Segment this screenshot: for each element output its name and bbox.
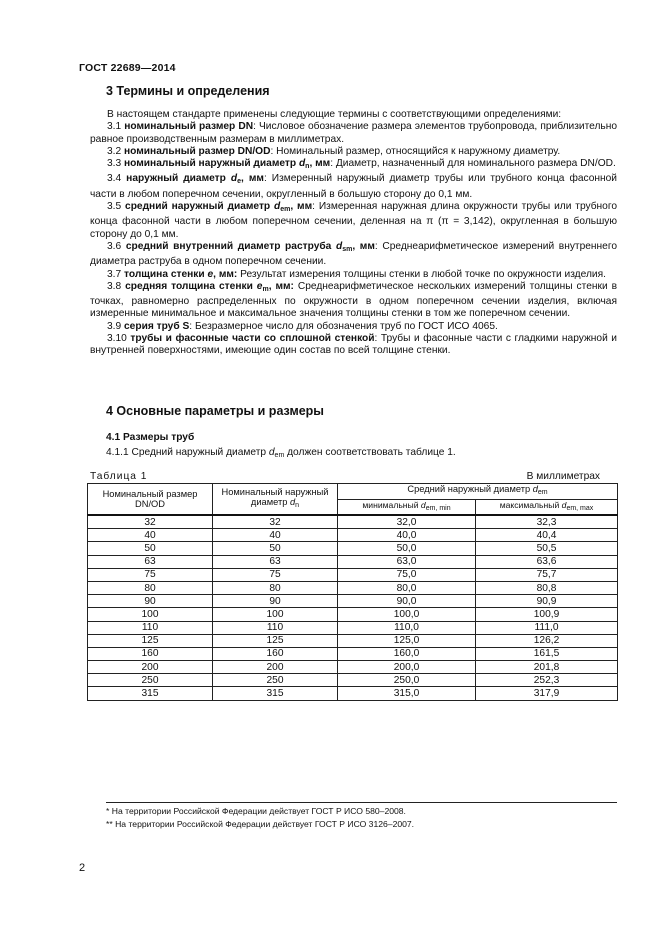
table-cell: 200 xyxy=(213,661,338,674)
table-row xyxy=(88,621,618,634)
table-cell: 100,9 xyxy=(476,608,618,621)
table-cell: 100,0 xyxy=(338,608,476,621)
table-cell: 126,2 xyxy=(476,634,618,647)
table-cell: 80 xyxy=(88,581,213,594)
table-cell: 80,0 xyxy=(338,581,476,594)
table-cell: 75 xyxy=(88,568,213,581)
table-cell: 160,0 xyxy=(338,647,476,660)
page-number: 2 xyxy=(79,862,86,874)
table-units: В миллиметрах xyxy=(526,471,600,482)
table-cell: 250 xyxy=(88,674,213,687)
section-3-body xyxy=(90,109,617,358)
definition-3-1: 3.1 номинальный размер DN: Числовое обозначение размера элементов трубопровода, приблизительно равное производственным размерам в миллиметрах. xyxy=(90,121,617,145)
table-row xyxy=(88,647,618,660)
table-cell: 40,0 xyxy=(338,529,476,542)
table-cell: 201,8 xyxy=(476,661,618,674)
table-cell: 100 xyxy=(213,608,338,621)
footnote-divider xyxy=(106,802,617,803)
table-row xyxy=(88,634,618,647)
table-cell: 32,3 xyxy=(476,515,618,529)
table-cell: 50,0 xyxy=(338,542,476,555)
table-cell: 200 xyxy=(88,661,213,674)
table-cell: 315 xyxy=(213,687,338,700)
table-cell: 160 xyxy=(213,647,338,660)
footnote-2: ** На территории Российской Федерации действует ГОСТ Р ИСО 3126–2007. xyxy=(106,819,415,829)
table-cell: 125,0 xyxy=(338,634,476,647)
table-cell: 315 xyxy=(88,687,213,700)
table-cell: 63 xyxy=(213,555,338,568)
header-max-diameter: максимальный $d_{em, max}$ xyxy=(476,499,618,515)
table-row xyxy=(88,542,618,555)
definition-3-9: 3.9 серия труб S: Безразмерное число для обозначения труб по ГОСТ ИСО 4065. xyxy=(107,320,498,332)
table-cell: 110 xyxy=(213,621,338,634)
table-cell: 75 xyxy=(213,568,338,581)
section-3-intro: В настоящем стандарте применены следующие термины с соответствующими определениями: xyxy=(107,109,562,120)
table-cell: 100 xyxy=(88,608,213,621)
table-cell: 75,0 xyxy=(338,568,476,581)
definition-3-6: 3.6 средний внутренний диаметр раструба dsm, мм: Среднеарифметическое измерений внутреннего диаметра раструба в одном поперечном сечении. xyxy=(90,240,617,268)
table-cell: 90 xyxy=(213,595,338,608)
definition-3-5: 3.5 средний наружный диаметр dem, мм: Измеренная наружная длина окружности трубы или трубного конца фасонной части в любом поперечном сечении, деленная на π (π = 3,142), округленная в большую сторону до 0,1 мм. xyxy=(90,201,617,240)
table-row xyxy=(88,568,618,581)
header-min-diameter: минимальный $d_{em, min}$ xyxy=(338,499,476,515)
table-cell: 32 xyxy=(213,515,338,529)
subsection-4-1-heading: 4.1 Размеры труб xyxy=(106,432,195,443)
table-cell: 110,0 xyxy=(338,621,476,634)
document-code: ГОСТ 22689—2014 xyxy=(79,62,176,74)
definition-3-4: 3.4 наружный диаметр de, мм: Измеренный наружный диаметр трубы или трубного конца фасонной части в любом поперечном сечении, округленный в большую сторону до 0,1 мм. xyxy=(90,173,617,200)
table-row xyxy=(88,581,618,594)
table-cell: 40 xyxy=(88,529,213,542)
definition-3-10: 3.10 трубы и фасонные части со сплошной стенкой: Трубы и фасонные части с гладкими наружной и внутренней поверхностями, имеющие один состав по всей толщине стенки. xyxy=(90,333,617,357)
table-cell: 110 xyxy=(88,621,213,634)
definition-3-7: 3.7 толщина стенки e, мм: Результат измерения толщины стенки в любой точке по окружности изделия. xyxy=(107,268,606,280)
definition-3-3: 3.3 номинальный наружный диаметр dn, мм: Диаметр, назначенный для номинального размера DN/OD. xyxy=(107,158,616,171)
table-cell: 40 xyxy=(213,529,338,542)
table-cell: 50,5 xyxy=(476,542,618,555)
table-cell: 317,9 xyxy=(476,687,618,700)
table-cell: 90 xyxy=(88,595,213,608)
table-row xyxy=(88,515,618,529)
table-cell: 63 xyxy=(88,555,213,568)
header-nominal-outer-diameter: Номинальный наружный диаметр $d_n$ xyxy=(213,484,338,516)
table-cell: 80,8 xyxy=(476,581,618,594)
table-row xyxy=(88,661,618,674)
definition-3-8: 3.8 средняя толщина стенки em, мм: Среднеарифметическое нескольких измерений толщины стенки в точках, равномерно распределенных по окружности в одном поперечном сечении изделия, включая измеренные минимальное и максимальное значения толщины стенки в том же поперечном сечении. xyxy=(90,280,617,320)
table-cell: 75,7 xyxy=(476,568,618,581)
table-cell: 63,0 xyxy=(338,555,476,568)
table-cell: 50 xyxy=(88,542,213,555)
table-row xyxy=(88,555,618,568)
table-cell: 200,0 xyxy=(338,661,476,674)
table-cell: 161,5 xyxy=(476,647,618,660)
header-nominal-size: Номинальный размер DN/OD xyxy=(88,484,213,516)
section-3-heading: 3 Термины и определения xyxy=(106,84,270,98)
section-4-heading: 4 Основные параметры и размеры xyxy=(106,404,324,418)
definition-3-2: 3.2 номинальный размер DN/OD: Номинальный размер, относящийся к наружному диаметру. xyxy=(107,145,561,157)
table-cell: 90,0 xyxy=(338,595,476,608)
table-row xyxy=(88,674,618,687)
table-cell: 111,0 xyxy=(476,621,618,634)
table-cell: 160 xyxy=(88,647,213,660)
table-cell: 252,3 xyxy=(476,674,618,687)
table-cell: 50 xyxy=(213,542,338,555)
table-caption: Таблица 1 xyxy=(90,471,148,482)
table-cell: 250 xyxy=(213,674,338,687)
table-cell: 125 xyxy=(213,634,338,647)
table-cell: 40,4 xyxy=(476,529,618,542)
table-cell: 125 xyxy=(88,634,213,647)
table-cell: 250,0 xyxy=(338,674,476,687)
table-cell: 315,0 xyxy=(338,687,476,700)
table-row xyxy=(88,595,618,608)
footnote-1: * На территории Российской Федерации действует ГОСТ Р ИСО 580–2008. xyxy=(106,806,406,816)
table-cell: 80 xyxy=(213,581,338,594)
table-row xyxy=(88,608,618,621)
table-cell: 32 xyxy=(88,515,213,529)
dimensions-table xyxy=(87,483,618,701)
table-row xyxy=(88,529,618,542)
table-cell: 90,9 xyxy=(476,595,618,608)
table-row xyxy=(88,687,618,700)
table-cell: 32,0 xyxy=(338,515,476,529)
table-cell: 63,6 xyxy=(476,555,618,568)
header-mean-outer-diameter: Средний наружный диаметр $d_{em}$ xyxy=(338,484,618,500)
paragraph-4-1-1: 4.1.1 Средний наружный диаметр $d_{em}$ должен соответствовать таблице 1. xyxy=(106,447,456,459)
